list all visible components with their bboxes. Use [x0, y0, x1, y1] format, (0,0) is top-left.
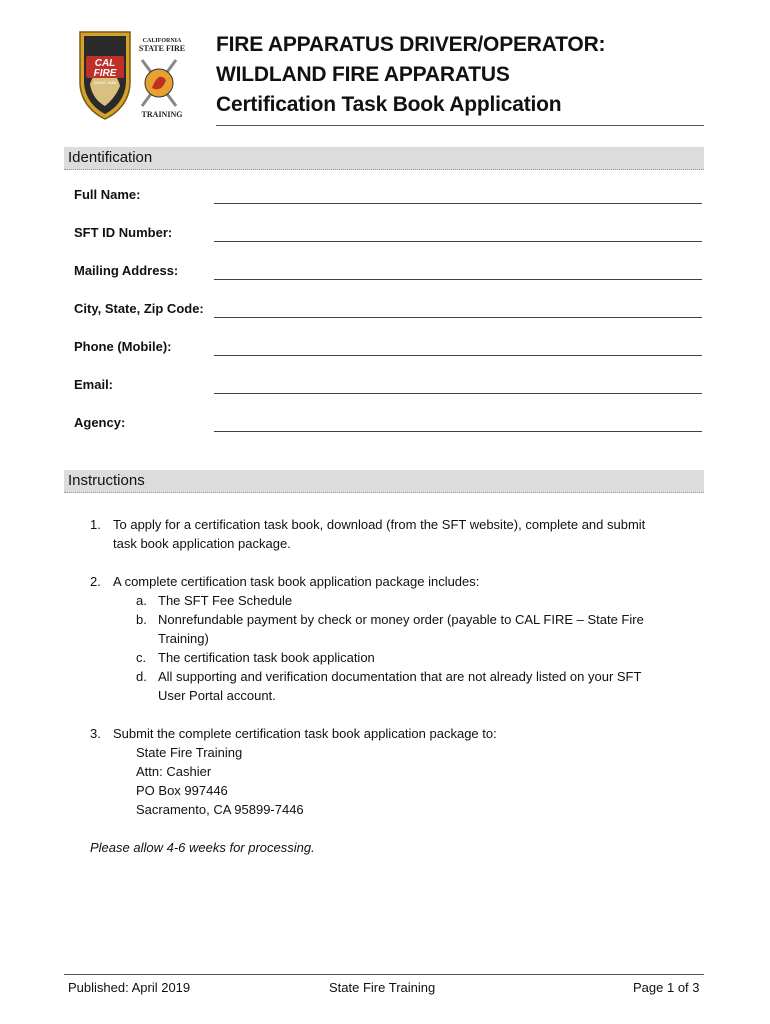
footer-divider	[64, 974, 704, 975]
instruction-2-number: 2.	[90, 574, 101, 589]
document-title	[216, 30, 706, 120]
instruction-2a-text: The SFT Fee Schedule	[158, 593, 293, 608]
phone-label: Phone (Mobile):	[74, 339, 172, 354]
sft-id-label: SFT ID Number:	[74, 225, 173, 240]
title-line-3: Certification Task Book Application	[216, 93, 562, 116]
logo-statefire-text: STATE FIRE	[138, 44, 186, 53]
instruction-2-line-1: A complete certification task book application package includes:	[113, 574, 480, 589]
full-name-field[interactable]	[74, 185, 702, 209]
email-field[interactable]	[74, 375, 702, 399]
instruction-2b-letter: b.	[136, 612, 147, 627]
email-input-line[interactable]	[214, 393, 702, 394]
instruction-3-line-1: Submit the complete certification task book application package to:	[113, 726, 497, 741]
instruction-2c-letter: c.	[136, 650, 147, 665]
processing-note: Please allow 4-6 weeks for processing.	[90, 840, 315, 855]
phone-field[interactable]	[74, 337, 702, 361]
footer-page-number: Page 1 of 3	[633, 980, 700, 995]
title-line-2: WILDLAND FIRE APPARATUS	[216, 63, 510, 86]
cal-fire-state-fire-training-logo	[76, 26, 198, 122]
instruction-2d-line-2: User Portal account.	[158, 688, 276, 703]
footer-published: Published: April 2019	[68, 980, 191, 995]
sft-id-field[interactable]	[74, 223, 702, 247]
instruction-2a-letter: a.	[136, 593, 147, 608]
sft-id-input-line[interactable]	[214, 241, 702, 242]
logo-california-text: CALIFORNIA	[142, 38, 182, 44]
full-name-input-line[interactable]	[214, 203, 702, 204]
mailing-address-label: Mailing Address:	[74, 263, 179, 278]
agency-field[interactable]	[74, 413, 702, 437]
address-line-2: Attn: Cashier	[136, 764, 212, 779]
instruction-2c-text: The certification task book application	[158, 650, 375, 665]
address-line-3: PO Box 997446	[136, 783, 228, 798]
instruction-2d-letter: d.	[136, 669, 147, 684]
logo-training-text: TRAINING	[141, 110, 183, 119]
city-state-zip-field[interactable]	[74, 299, 702, 323]
full-name-label: Full Name:	[74, 187, 141, 202]
email-label: Email:	[74, 377, 114, 392]
header-divider	[216, 125, 704, 126]
instruction-2b-line-1: Nonrefundable payment by check or money order (payable to CAL FIRE – State Fire	[158, 612, 644, 627]
instruction-2d-line-1: All supporting and verification documentation that are not already listed on your SFT	[158, 669, 642, 684]
instruction-1-number: 1.	[90, 517, 101, 532]
mailing-address-input-line[interactable]	[214, 279, 702, 280]
instruction-1-line-1: To apply for a certification task book, download (from the SFT website), complete and submit	[113, 517, 646, 532]
title-line-1: FIRE APPARATUS DRIVER/OPERATOR:	[216, 33, 606, 56]
instruction-3-number: 3.	[90, 726, 101, 741]
city-state-zip-input-line[interactable]	[214, 317, 702, 318]
identification-heading: Identification	[68, 149, 153, 166]
phone-input-line[interactable]	[214, 355, 702, 356]
instruction-1-line-2: task book application package.	[113, 536, 291, 551]
logo-calfire-text-1: CAL	[94, 58, 116, 69]
city-state-zip-label: City, State, Zip Code:	[74, 301, 204, 316]
logo-calfire-text-2: FIRE	[93, 68, 117, 79]
agency-label: Agency:	[74, 415, 126, 430]
address-line-1: State Fire Training	[136, 745, 243, 760]
instructions-heading: Instructions	[68, 472, 145, 489]
footer-organization: State Fire Training	[329, 980, 436, 995]
logo-since-text: SINCE 1885	[93, 80, 117, 85]
agency-input-line[interactable]	[214, 431, 702, 432]
identification-section-header	[64, 147, 704, 170]
mailing-address-field[interactable]	[74, 261, 702, 285]
address-line-4: Sacramento, CA 95899-7446	[136, 802, 304, 817]
instruction-2b-line-2: Training)	[158, 631, 209, 646]
instructions-section-header	[64, 470, 704, 493]
